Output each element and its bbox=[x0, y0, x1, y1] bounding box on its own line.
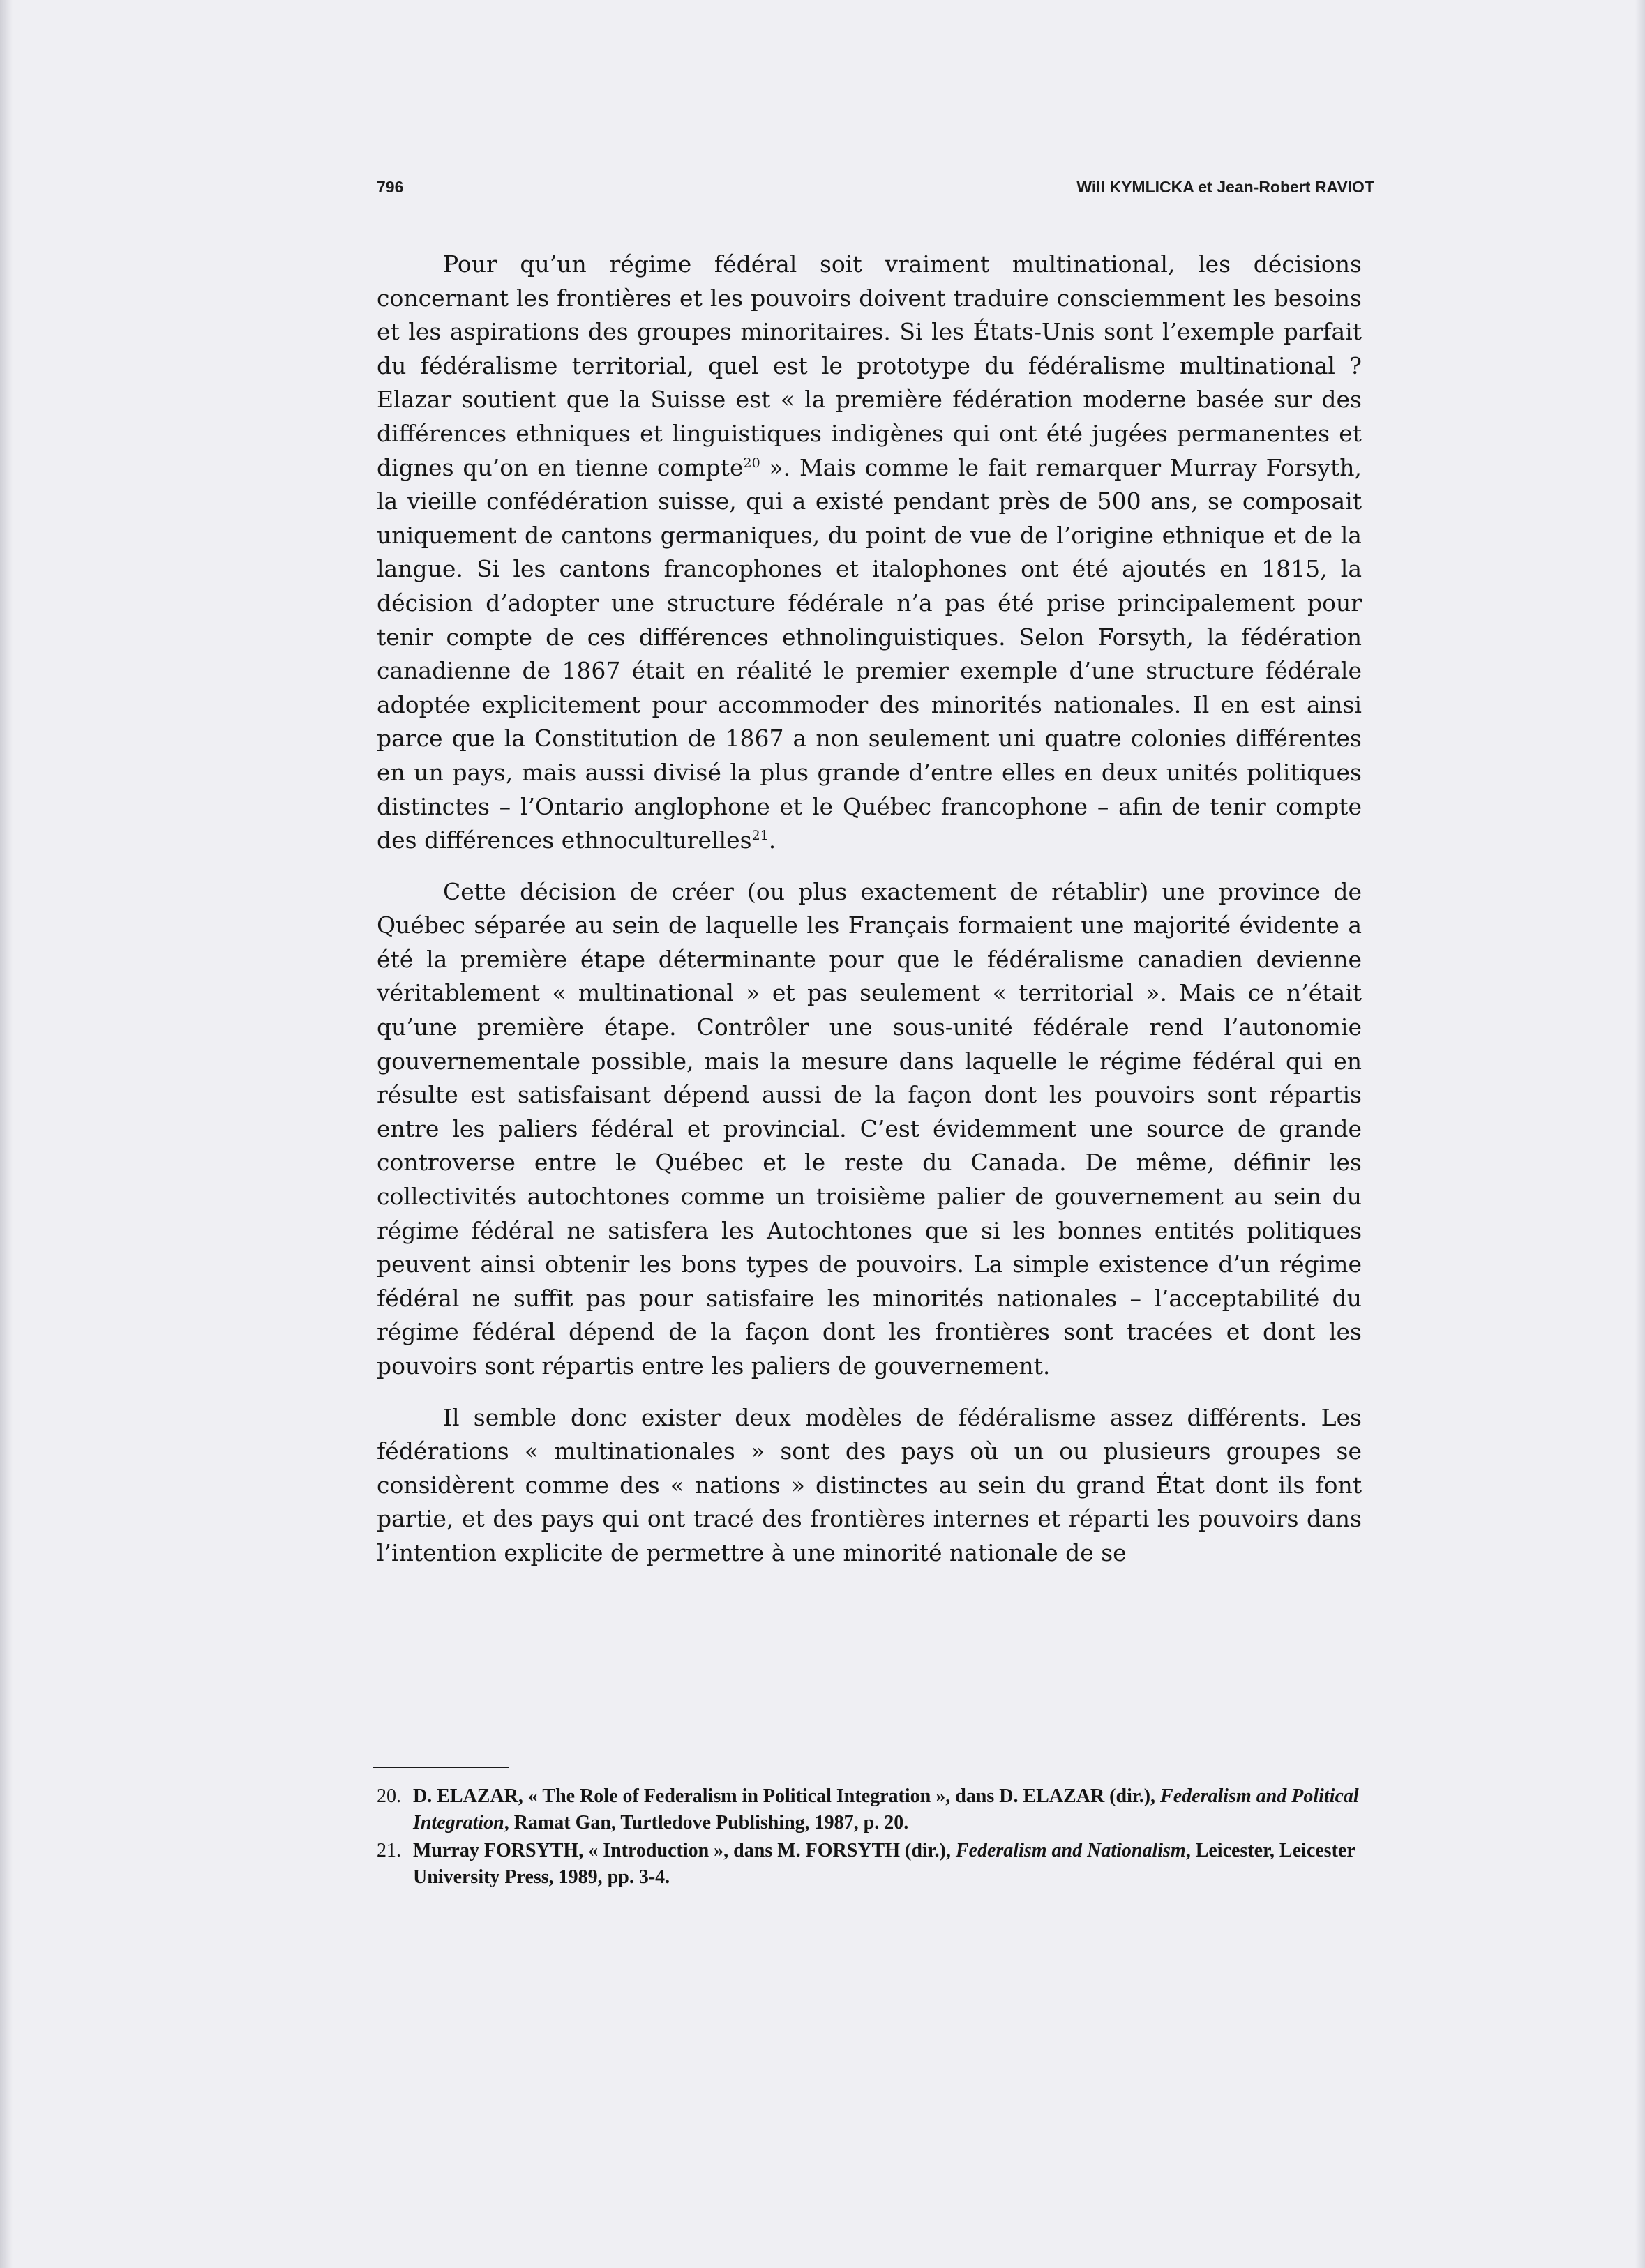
page-right-edge-shadow bbox=[1635, 0, 1645, 2268]
page-header bbox=[377, 178, 1374, 206]
footnote-number: 21. bbox=[377, 1840, 401, 1861]
footnote-text: D. ELAZAR, « The Role of Federalism in Political Integration », dans D. ELAZAR (dir.), bbox=[413, 1785, 1161, 1807]
footnote-ref-20[interactable]: 20 bbox=[743, 455, 760, 471]
footnote-text: Murray FORSYTH, « Introduction », dans M. FORSYTH (dir.), bbox=[413, 1840, 956, 1861]
paragraph-1-part-c: . bbox=[768, 826, 776, 854]
body-text bbox=[377, 248, 1362, 1588]
footnote-title: Federalism and Political Integration bbox=[413, 1785, 1359, 1834]
paragraph-1 bbox=[377, 248, 1362, 858]
paragraph-3: Il semble donc exister deux modèles de fédéralisme assez différents. Les fédérations « multinationales » sont des pays où un ou plusieurs groupes se considèrent comme des « nations » distinctes au sein du grand État dont ils font partie, et des pays qui ont tracé des frontières internes et réparti les pouvoirs dans l’intention explicite de permettre à une minorité nationale de se bbox=[377, 1403, 1362, 1566]
footnote-ref-21[interactable]: 21 bbox=[751, 828, 769, 844]
paragraph-2: Cette décision de créer (ou plus exactement de rétablir) une province de Québec séparée au sein de laquelle les Français formaient une majorité évidente a été la première étape déterminante pour que le fédéralisme canadien devienne véritablement « multinational » et pas seulement « territorial ». Mais ce n’était qu’une première étape. Contrôler une sous-unité fédérale rend l’autonomie gouvernementale possible, mais la mesure dans laquelle le régime fédéral qui en résulte est satisfaisant dépend aussi de la façon dont les pouvoirs sont répartis entre les paliers fédéral et provincial. C’est évidemment une source de grande controverse entre le Québec et le reste du Canada. De même, définir les collectivités autochtones comme un troisième palier de gouvernement au sein du régime fédéral ne satisfera les Autochtones que si les bonnes entités politiques peuvent ainsi obtenir les bons types de pouvoirs. La simple existence d’un régime fédéral ne suffit pas pour satisfaire les minorités nationales – l’acceptabilité du régime fédéral dépend de la façon dont les frontières sont tracées et dont les pouvoirs sont répartis entre les paliers de gouvernement. bbox=[377, 877, 1362, 1379]
page-number: 796 bbox=[377, 178, 404, 196]
page-left-edge-shadow bbox=[0, 0, 13, 2268]
footnote-number: 20. bbox=[377, 1785, 401, 1807]
footnote-20 bbox=[377, 1783, 1362, 1836]
footnote-text-end: , Ramat Gan, Turtledove Publishing, 1987, p. 20. bbox=[504, 1812, 909, 1834]
paragraph-1-part-a: Pour qu’un régime fédéral soit vraiment multinational, les décisions concernant les frontières et les pouvoirs doivent traduire consciemment les besoins et les aspirations des groupes minoritaires. Si les États-Unis sont l’exemple parfait du fédéralisme territorial, quel est le prototype du fédéralisme multinational ? Elazar soutient que la Suisse est « la première fédération moderne basée sur des différences ethniques et linguistiques indigènes qui ont été jugées permanentes et dignes qu’on en tienne compte bbox=[377, 250, 1362, 481]
footnote-separator bbox=[373, 1767, 509, 1768]
footnote-text-end: , Leicester, Leicester University Press, 1989, pp. 3-4. bbox=[413, 1840, 1355, 1888]
footnote-21 bbox=[377, 1838, 1362, 1891]
footnotes bbox=[377, 1783, 1362, 1892]
footnote-title: Federalism and Nationalism bbox=[955, 1840, 1186, 1861]
running-head: Will KYMLICKA et Jean-Robert RAVIOT bbox=[1076, 178, 1374, 196]
paragraph-1-part-b: ». Mais comme le fait remarquer Murray Forsyth, la vieille confédération suisse, qui a existé pendant près de 500 ans, se composait uniquement de cantons germaniques, du point de vue de l’origine ethnique et de la langue. Si les cantons francophones et italophones ont été ajoutés en 1815, la décision d’adopter une structure fédérale n’a pas été prise principalement pour tenir compte de ces différences ethnolinguistiques. Selon Forsyth, la fédération canadienne de 1867 était en réalité le premier exemple d’une structure fédérale adoptée explicitement pour accommoder des minorités nationales. Il en est ainsi parce que la Constitution de 1867 a non seulement uni quatre colonies différentes en un pays, mais aussi divisé la plus grande d’entre elles en deux unités politiques distinctes – l’Ontario anglophone et le Québec francophone – afin de tenir compte des différences ethnoculturelles bbox=[377, 453, 1362, 854]
